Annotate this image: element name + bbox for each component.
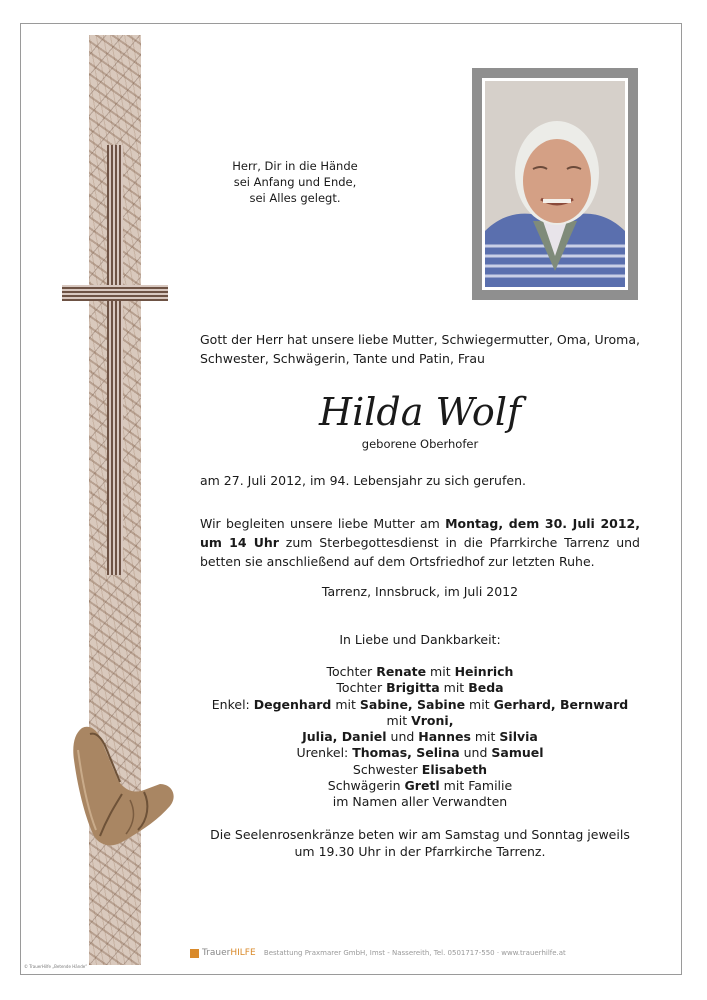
cross-vertical-bar bbox=[107, 145, 123, 575]
portrait-photo bbox=[485, 81, 625, 287]
logo-text-a: Trauer bbox=[202, 948, 231, 958]
mourner-name: Beda bbox=[468, 680, 504, 696]
thanks-line: In Liebe und Dankbarkeit: bbox=[339, 632, 501, 647]
mourner-name: Samuel bbox=[491, 745, 544, 761]
mourner-text: mit bbox=[386, 712, 412, 728]
mourner-line bbox=[200, 680, 640, 696]
mourner-text: mit bbox=[465, 696, 494, 712]
funeral-details bbox=[200, 514, 640, 571]
mourner-name: Degenhard bbox=[253, 696, 332, 712]
rosary-line: Die Seelenrosenkränze beten wir am Samstag und Sonntag jeweils bbox=[210, 827, 630, 842]
mourner-name: Elisabeth bbox=[421, 761, 488, 777]
logo-icon bbox=[190, 949, 199, 958]
funeral-date: Montag, dem 30. Juli 2012, um 14 Uhr bbox=[200, 516, 640, 550]
mourner-text: mit bbox=[426, 664, 455, 679]
logo-text bbox=[202, 948, 256, 958]
mourner-line bbox=[200, 794, 640, 810]
mourner-text: mit bbox=[331, 696, 360, 712]
mourner-text: Schwägerin bbox=[327, 778, 405, 794]
mourner-line bbox=[200, 745, 640, 761]
mourner-line bbox=[200, 697, 640, 730]
verse bbox=[230, 158, 360, 206]
intro-text: Gott der Herr hat unsere liebe Mutter, Schwiegermutter, Oma, Uroma, Schwester, Schwägerin, Tante und Patin, Frau bbox=[200, 332, 640, 366]
mourner-text: im Namen aller Verwandten bbox=[332, 794, 508, 810]
rosary-line: um 19.30 Uhr in der Pfarrkirche Tarrenz. bbox=[294, 844, 546, 859]
mourner-text: und bbox=[459, 745, 492, 761]
mourner-name: Renate bbox=[376, 664, 427, 679]
mourner-line bbox=[200, 778, 640, 794]
mourner-text: mit bbox=[439, 680, 469, 696]
image-credit: © TrauerHilfe „Betende Hände“ bbox=[24, 964, 88, 969]
mourner-text: Tochter bbox=[336, 680, 387, 696]
mourner-text: Enkel: bbox=[211, 696, 254, 712]
praying-hands-icon bbox=[60, 720, 180, 850]
footer bbox=[190, 948, 630, 958]
mourner-name: Gretl bbox=[404, 778, 440, 794]
mourner-line bbox=[200, 762, 640, 778]
verse-line: sei Anfang und Ende, bbox=[233, 175, 357, 189]
mourner-line bbox=[200, 729, 640, 745]
mourner-name: Hannes bbox=[418, 729, 471, 745]
mourner-text: mit bbox=[470, 729, 500, 745]
portrait-frame bbox=[472, 68, 638, 300]
mourner-text: mit Familie bbox=[439, 778, 513, 794]
mourners-list bbox=[200, 664, 640, 811]
mourner-text: Urenkel: bbox=[296, 745, 353, 761]
mourner-line bbox=[200, 664, 640, 680]
mourner-name: Heinrich bbox=[454, 664, 514, 679]
mourner-text: Tochter bbox=[326, 664, 377, 679]
death-notice: am 27. Juli 2012, im 94. Lebensjahr zu sich gerufen. bbox=[200, 473, 526, 488]
cross-horizontal-bar bbox=[62, 285, 168, 301]
verse-line: sei Alles gelegt. bbox=[249, 191, 341, 205]
mourner-text: Schwester bbox=[352, 761, 422, 777]
mourner-text: und bbox=[386, 729, 419, 745]
mourner-name: Vroni, bbox=[411, 712, 454, 728]
mourner-name: Silvia bbox=[499, 729, 538, 745]
maiden-name: geborene Oberhofer bbox=[361, 437, 479, 451]
footer-text: Bestattung Praxmarer GmbH, Imst - Nassereith, Tel. 0501717-550 · www.trauerhilfe.at bbox=[263, 949, 566, 957]
logo-text-b: HILFE bbox=[230, 948, 256, 958]
verse-line: Herr, Dir in die Hände bbox=[232, 159, 358, 173]
mourner-name: Sabine, Sabine bbox=[359, 696, 466, 712]
funeral-text: Wir begleiten unsere liebe Mutter am bbox=[200, 516, 446, 531]
funeral-text: zum Sterbegottesdienst in die Pfarrkirche Tarrenz und betten sie anschließend auf dem Ortsfriedhof zur letzten Ruhe. bbox=[200, 535, 640, 569]
place-date: Tarrenz, Innsbruck, im Juli 2012 bbox=[321, 584, 519, 599]
mourner-name: Julia, Daniel bbox=[302, 729, 387, 745]
mourner-name: Thomas, Selina bbox=[352, 745, 460, 761]
mourner-name: Gerhard, Bernward bbox=[493, 696, 629, 712]
deceased-name: Hilda Wolf bbox=[318, 390, 522, 434]
mourner-name: Brigitta bbox=[386, 680, 440, 696]
rosary-notice bbox=[200, 826, 640, 860]
